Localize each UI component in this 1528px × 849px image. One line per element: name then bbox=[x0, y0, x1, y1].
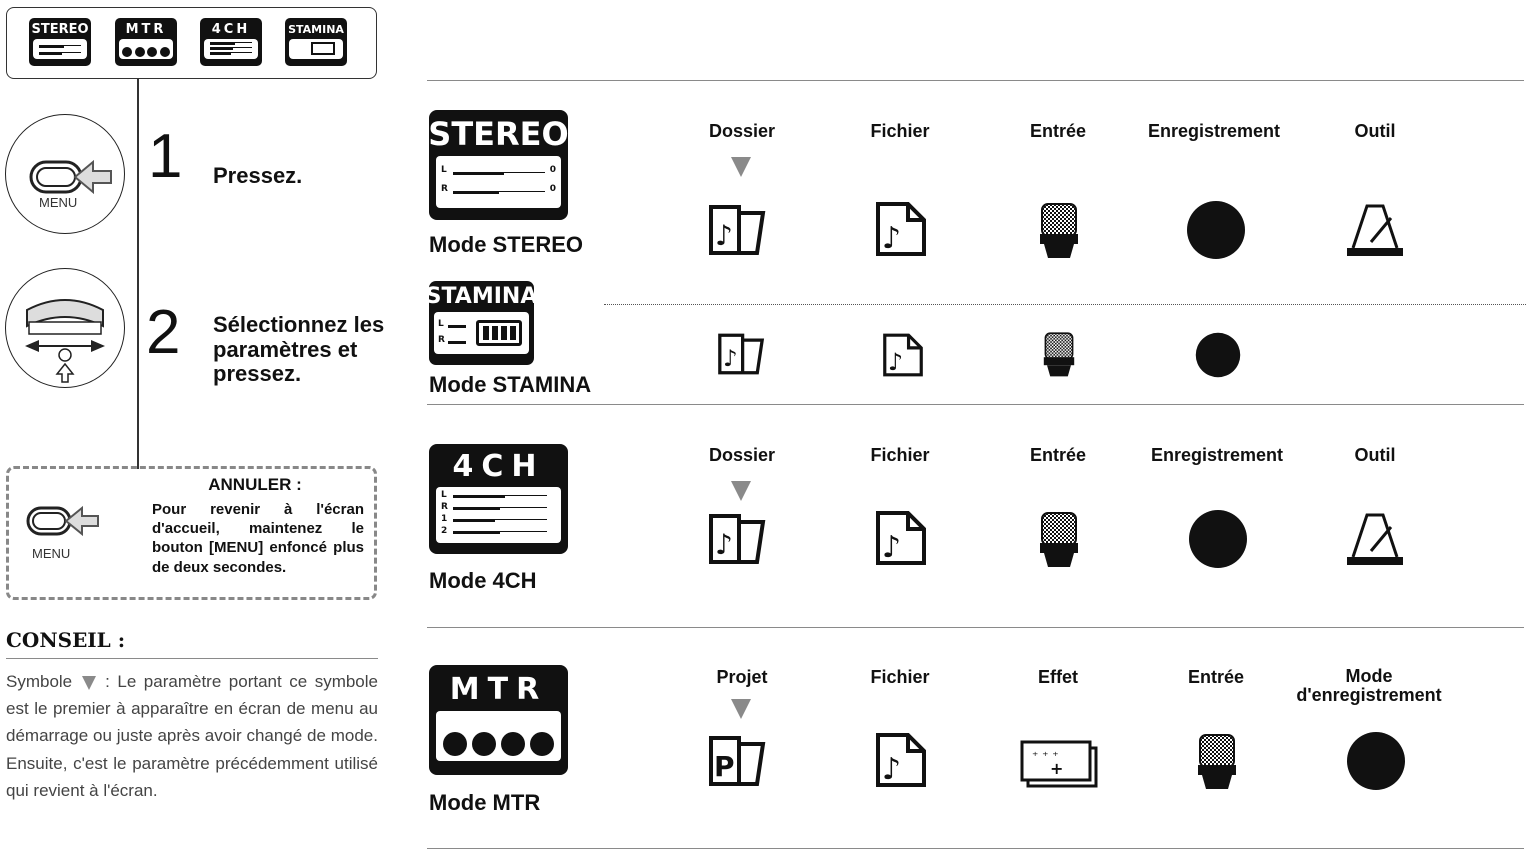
file-icon[interactable] bbox=[874, 200, 928, 258]
microphone-icon[interactable] bbox=[1038, 509, 1080, 569]
badge-4ch: 4CH L R 1 2 bbox=[429, 444, 568, 554]
record-icon[interactable] bbox=[1186, 200, 1246, 260]
col-header-file: Fichier bbox=[870, 667, 930, 687]
folder-icon[interactable] bbox=[713, 332, 769, 376]
metronome-icon[interactable] bbox=[1345, 507, 1405, 567]
tip-divider bbox=[6, 658, 378, 659]
menu-key-label: MENU bbox=[39, 195, 78, 210]
cancel-menu-label: MENU bbox=[32, 546, 71, 561]
col-header-file: Fichier bbox=[870, 121, 930, 141]
step-1-text: Pressez. bbox=[213, 163, 303, 188]
first-item-marker-icon bbox=[731, 481, 751, 501]
tip-text bbox=[6, 668, 378, 804]
file-icon[interactable] bbox=[874, 509, 928, 567]
step-2-number: 2 bbox=[146, 298, 181, 367]
col-header-file: Fichier bbox=[870, 445, 930, 465]
cancel-title: ANNULER : bbox=[208, 475, 302, 494]
svg-text:♪: ♪ bbox=[882, 530, 902, 565]
svg-text:P: P bbox=[714, 750, 735, 783]
microphone-icon[interactable] bbox=[1196, 731, 1238, 791]
table-top-rule bbox=[427, 80, 1524, 81]
cancel-text: Pour revenir à l'écran d'accueil, maintenez le bouton [MENU] enfoncé plus de deux secondes. bbox=[152, 501, 364, 576]
top-badge-4ch: 4CH bbox=[200, 18, 262, 66]
step-1-number: 1 bbox=[148, 122, 183, 191]
col-header-input: Entrée bbox=[1029, 445, 1087, 465]
svg-text:♪: ♪ bbox=[723, 346, 738, 373]
record-icon[interactable] bbox=[1188, 509, 1248, 569]
mode-stereo-label: Mode STEREO bbox=[429, 232, 584, 257]
top-badge-stamina: STAMINA bbox=[285, 18, 347, 66]
mode-stamina-label: Mode STAMINA bbox=[429, 372, 592, 397]
col-header-input: Entrée bbox=[1029, 121, 1087, 141]
svg-text:+: + bbox=[1050, 759, 1064, 778]
svg-text:♪: ♪ bbox=[882, 221, 902, 256]
metronome-icon[interactable] bbox=[1345, 198, 1405, 258]
mode-mtr-label: Mode MTR bbox=[429, 790, 541, 815]
svg-text:⁺ ⁺ ⁺: ⁺ ⁺ ⁺ bbox=[1032, 749, 1059, 763]
badge-mtr: MTR bbox=[429, 665, 568, 775]
col-header-recording-mode: Mode d'enregistrement bbox=[1296, 666, 1442, 705]
svg-text:♪: ♪ bbox=[715, 219, 733, 252]
effect-icon[interactable] bbox=[1018, 740, 1100, 790]
microphone-icon[interactable] bbox=[1038, 200, 1080, 260]
col-header-effect: Effet bbox=[1038, 667, 1078, 687]
folder-icon[interactable] bbox=[705, 512, 769, 566]
stamina-dotted-divider bbox=[604, 304, 1526, 305]
svg-text:♪: ♪ bbox=[887, 348, 904, 377]
section-divider-2 bbox=[427, 627, 1524, 628]
tip-text-after: : Le paramètre portant ce symbole est le premier à apparaître en écran de menu au démarrage ou juste après avoir changé de mode. Ensuite, c'est le paramètre précédemment utilisé qui revient à l'écran. bbox=[6, 672, 378, 800]
tip-title: CONSEIL : bbox=[6, 628, 126, 652]
menu-button-icon bbox=[5, 114, 125, 234]
top-badge-mtr: MTR bbox=[115, 18, 177, 66]
record-icon[interactable] bbox=[1346, 731, 1406, 791]
first-item-marker-icon bbox=[731, 699, 751, 719]
step-2-text: Sélectionnez les paramètres et pressez. bbox=[213, 312, 385, 387]
col-header-input: Entrée bbox=[1187, 667, 1245, 687]
microphone-icon[interactable] bbox=[1042, 330, 1076, 378]
step-connector-line bbox=[137, 79, 139, 469]
section-divider-1 bbox=[427, 404, 1524, 405]
dial-circle bbox=[5, 268, 125, 388]
top-badge-stereo: STEREO bbox=[29, 18, 91, 66]
svg-text:♪: ♪ bbox=[715, 528, 733, 561]
badge-stamina: STAMINA L R bbox=[429, 281, 534, 365]
badge-stereo: STEREO L 0 R 0 bbox=[429, 110, 568, 220]
col-header-folder: Dossier bbox=[708, 445, 776, 465]
folder-icon[interactable] bbox=[705, 203, 769, 257]
col-header-folder: Dossier bbox=[708, 121, 776, 141]
menu-key-circle bbox=[5, 114, 125, 234]
col-header-recording: Enregistrement bbox=[1150, 445, 1284, 465]
col-header-tool: Outil bbox=[1354, 445, 1396, 465]
record-icon[interactable] bbox=[1195, 332, 1241, 378]
file-icon[interactable] bbox=[881, 332, 925, 378]
col-header-recording: Enregistrement bbox=[1147, 121, 1281, 141]
file-icon[interactable] bbox=[874, 731, 928, 789]
tip-text-before: Symbole bbox=[6, 672, 73, 691]
first-item-marker-icon bbox=[82, 676, 96, 690]
mode-4ch-label: Mode 4CH bbox=[429, 568, 537, 593]
cancel-menu-button-icon bbox=[18, 496, 118, 546]
project-icon[interactable] bbox=[705, 734, 769, 788]
first-item-marker-icon bbox=[731, 157, 751, 177]
col-header-tool: Outil bbox=[1354, 121, 1396, 141]
svg-text:♪: ♪ bbox=[882, 752, 902, 787]
col-header-project: Projet bbox=[716, 667, 768, 687]
dial-icon bbox=[5, 268, 125, 388]
